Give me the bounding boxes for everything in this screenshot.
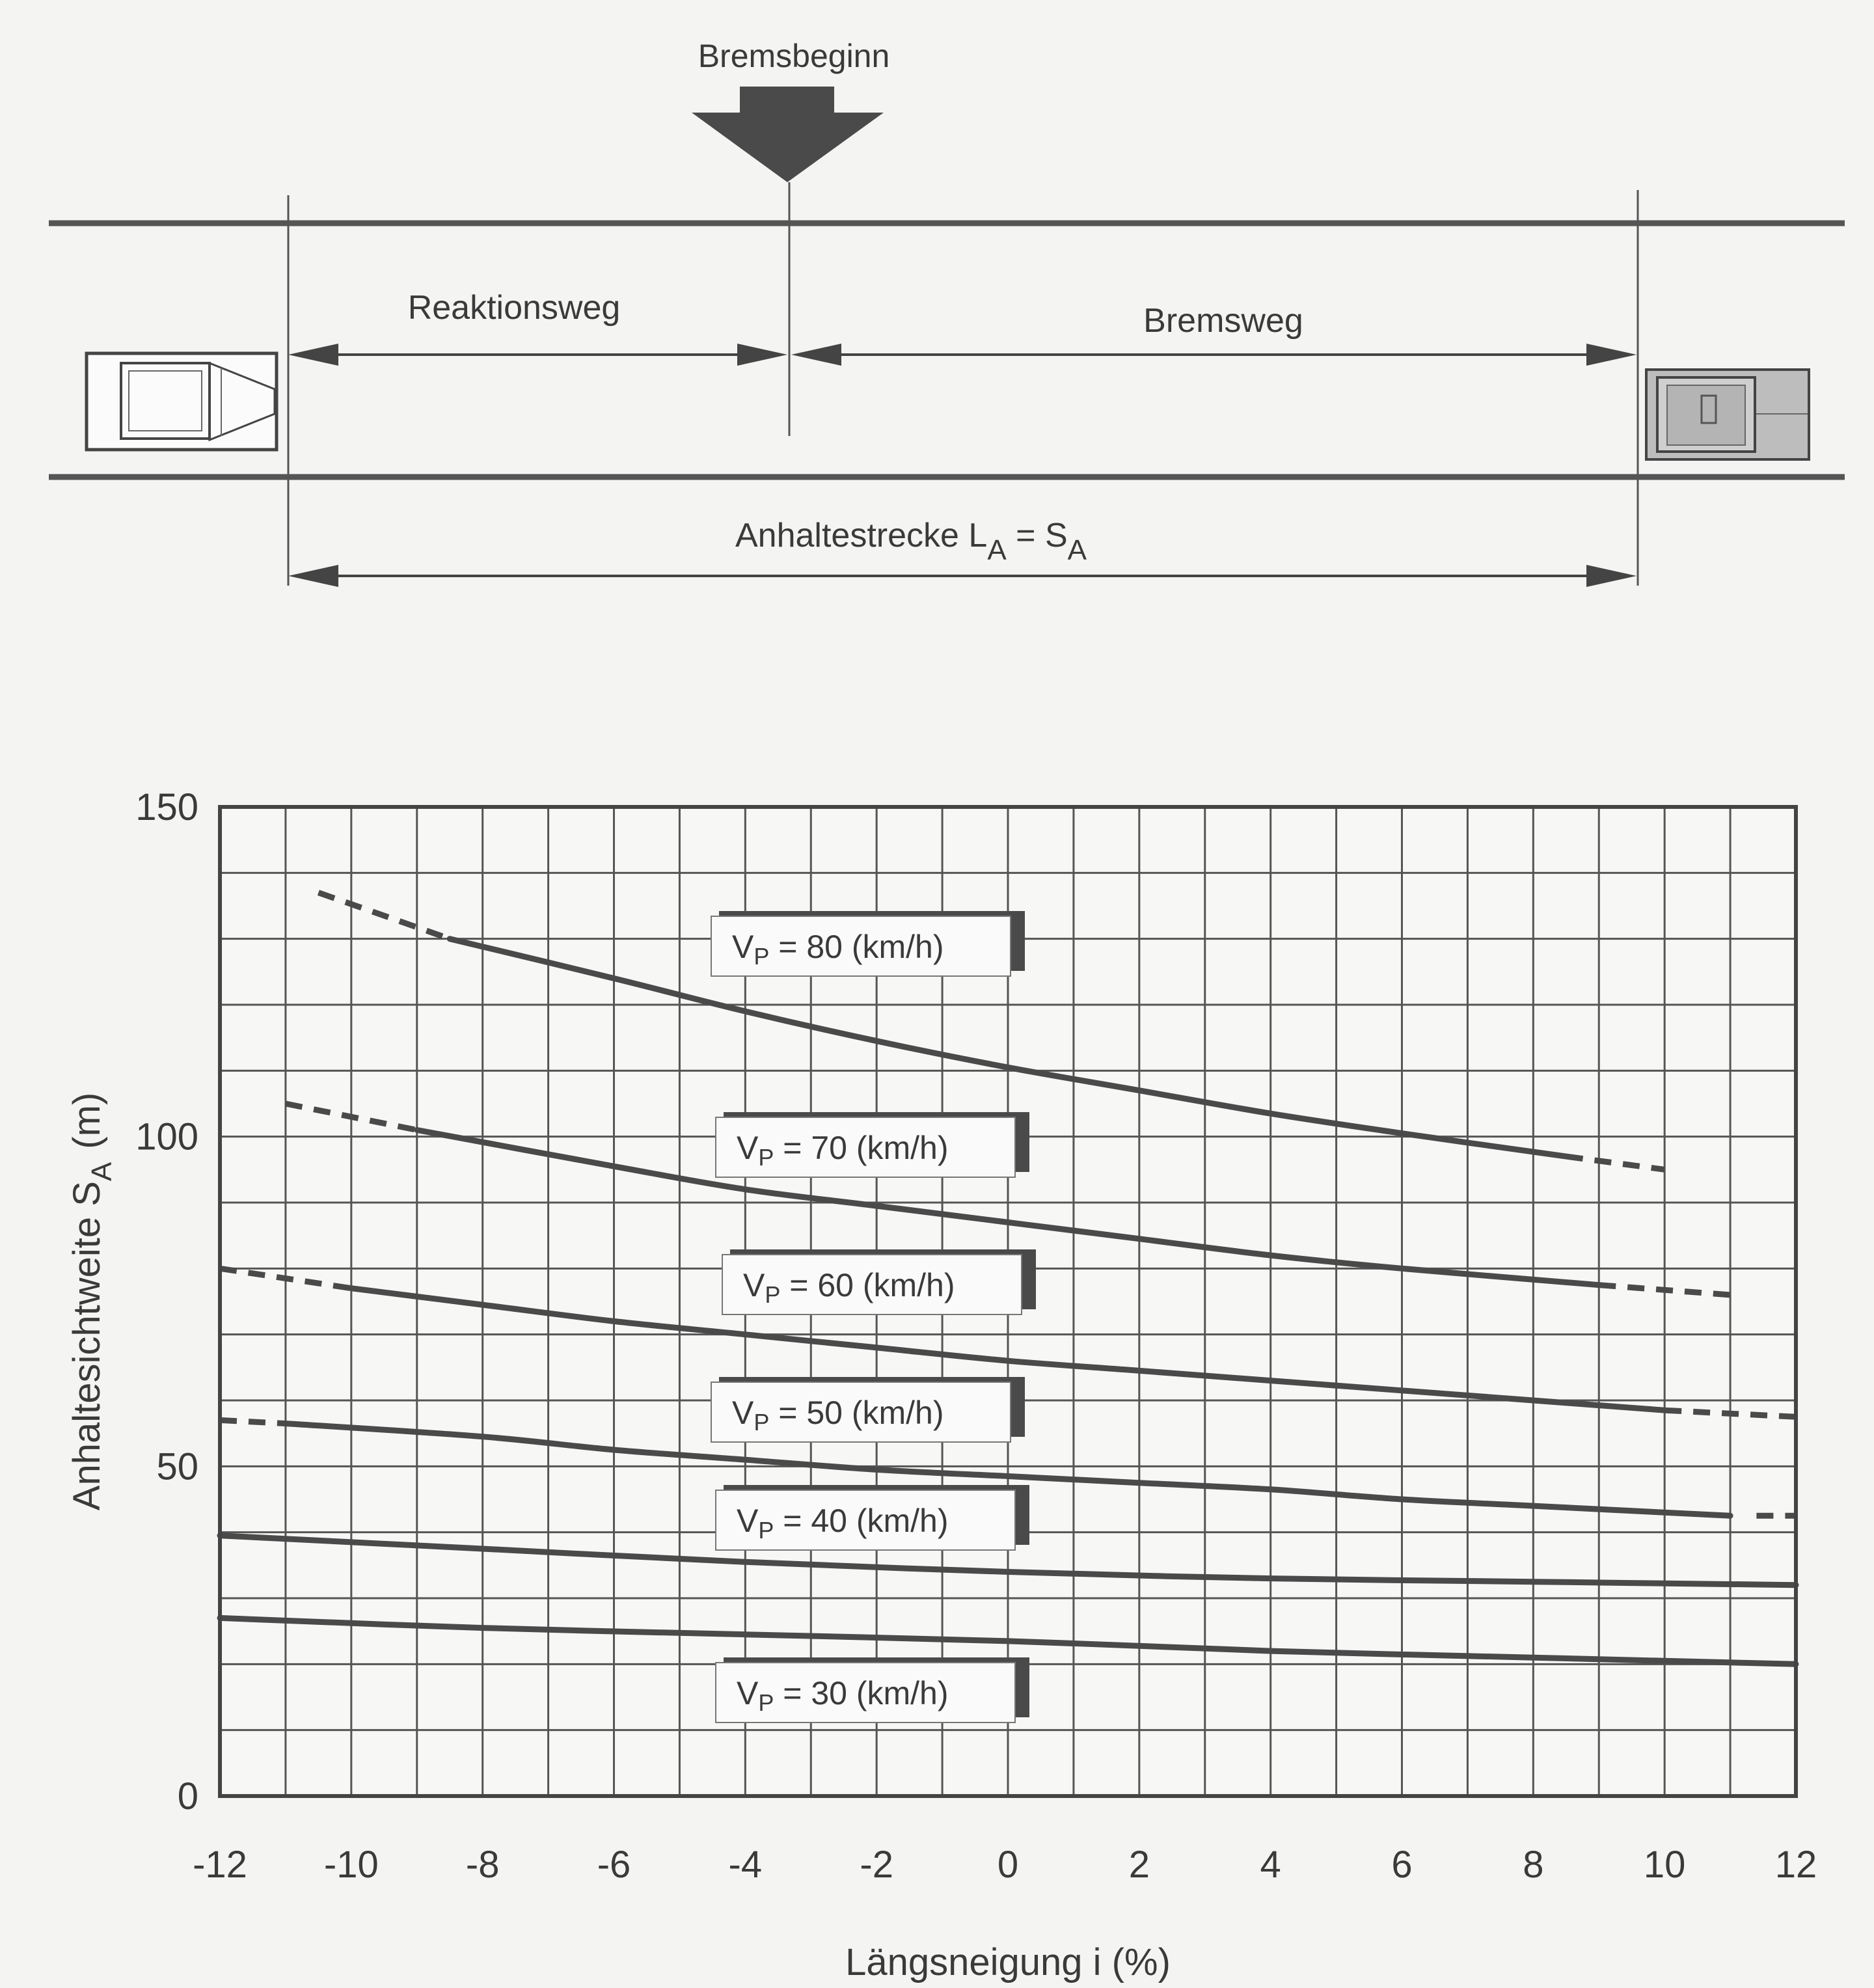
label-text: $V_P = 30$ (km/h) [737,1675,949,1716]
label-text: $V_P = 60$ (km/h) [743,1267,955,1308]
x-tick-label: 8 [1523,1844,1544,1886]
stopping-distance-diagram [49,38,1845,587]
label-text: $V_P = 50$ (km/h) [732,1395,944,1436]
x-tick-label: 0 [997,1844,1019,1886]
y-tick-label: 50 [156,1445,198,1488]
x-tick-label: -4 [728,1844,763,1886]
brake-start-arrow-icon [692,87,884,182]
x-tick-label: -8 [465,1844,500,1886]
brake-start-label: Bremsbeginn [698,38,890,74]
series-label-vp70 [716,1112,1029,1177]
x-tick-label: 2 [1128,1844,1150,1886]
y-axis-ticks [135,786,198,1818]
x-tick-label: -12 [193,1844,247,1886]
series-label-vp80 [711,911,1025,976]
car-right-icon [1646,370,1809,459]
y-tick-label: 100 [135,1115,198,1158]
label-text: $V_P = 80$ (km/h) [732,929,944,970]
series-label-vp60 [722,1249,1036,1314]
x-tick-label: -2 [860,1844,893,1886]
series-label-vp30 [716,1657,1029,1722]
reaction-arrow-right-icon [737,344,787,366]
braking-arrow-left-icon [791,344,841,366]
stopping-distance-label: Anhaltestrecke $L_A = S_A$ [735,517,1087,566]
x-tick-label: 4 [1260,1844,1281,1886]
x-tick-label: -10 [323,1844,379,1886]
braking-arrow-right-icon [1586,344,1636,366]
label-text: $V_P = 40$ (km/h) [737,1503,949,1544]
x-tick-label: 12 [1774,1844,1817,1886]
y-axis-label: Anhaltesichtweite $S_A(m)$ [66,1092,118,1511]
series-label-vp40 [716,1485,1029,1550]
stopping-arrow-left-icon [288,565,338,587]
x-axis-label: Längsneigung i (%) [845,1941,1171,1983]
car-left-icon [87,353,277,450]
x-axis-ticks [193,1844,1817,1886]
x-tick-label: 6 [1391,1844,1413,1886]
y-tick-label: 0 [177,1775,198,1818]
x-tick-label: 10 [1643,1844,1686,1886]
reaction-arrow-left-icon [288,344,338,366]
label-text: $V_P = 70$ (km/h) [737,1130,949,1171]
y-tick-label: 150 [135,786,198,828]
x-tick-label: -6 [597,1844,631,1886]
series-label-vp50 [711,1377,1025,1442]
stopping-sight-distance-chart [66,786,1817,1983]
braking-distance-label: Bremsweg [1143,302,1303,340]
stopping-arrow-right-icon [1586,565,1636,587]
reaction-distance-label: Reaktionsweg [407,289,621,327]
